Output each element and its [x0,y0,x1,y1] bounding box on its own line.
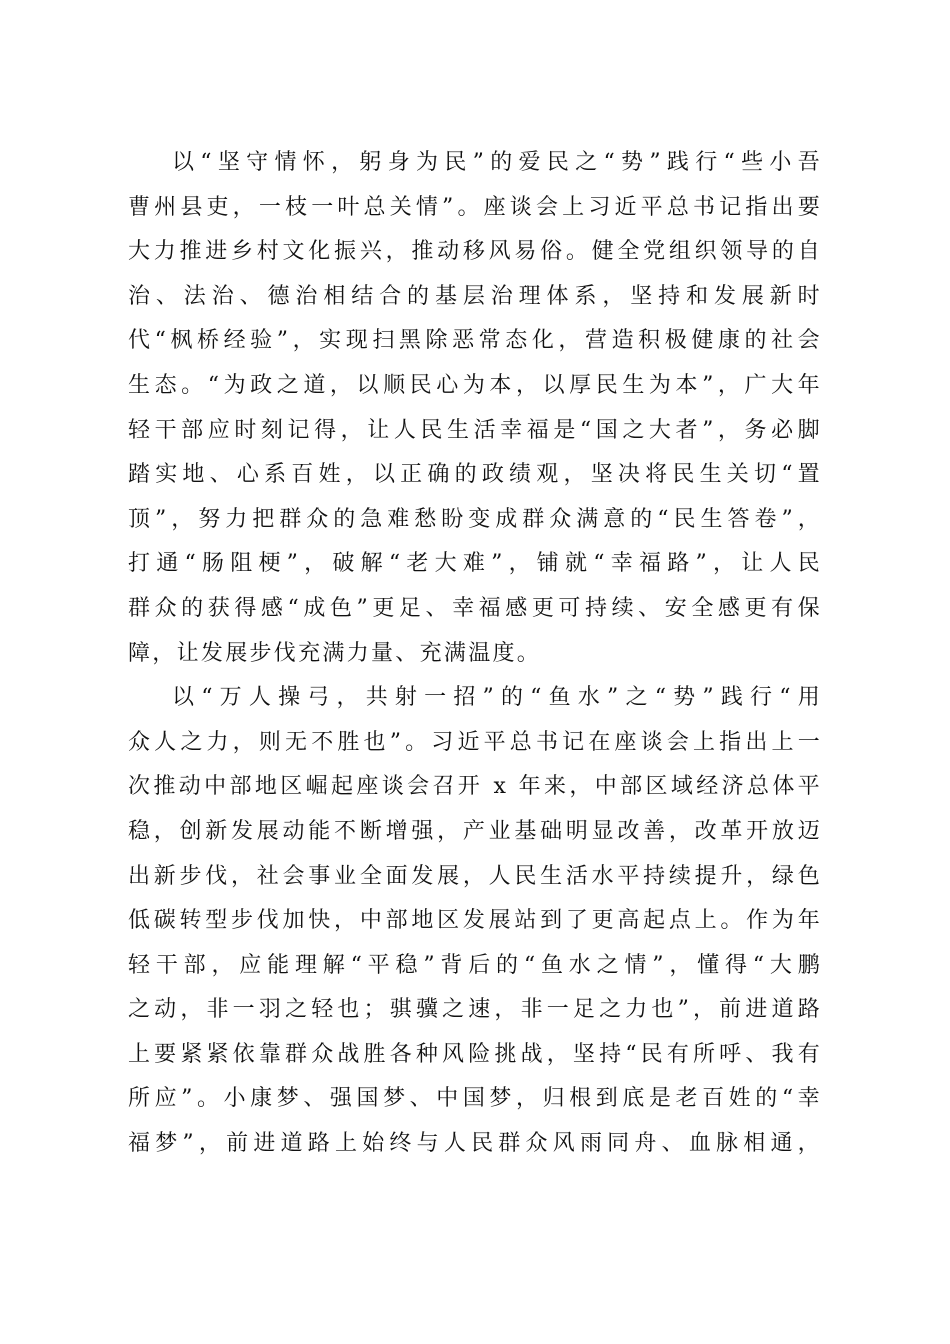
text-line: 打通“肠阻梗”，破解“老大难”，铺就“幸福路”，让人民 [128,551,822,577]
text-line: 踏实地、心系百姓，以正确的政绩观，坚决将民生关切“置 [128,462,822,488]
text-line: 稳，创新发展动能不断增强，产业基础明显改善，改革开放迈 [128,818,822,844]
text-line: 低碳转型步伐加快，中部地区发展站到了更高起点上。作为年 [128,908,822,934]
text-line: 生态。“为政之道，以顺民心为本，以厚民生为本”，广大年 [128,372,822,398]
text-line: 之动，非一羽之轻也；骐骥之速，非一足之力也”，前进道路 [128,997,822,1023]
text-line: 治、法治、德治相结合的基层治理体系，坚持和发展新时 [128,283,822,309]
text-line: 上要紧紧依靠群众战胜各种风险挑战，坚持“民有所呼、我有 [128,1041,822,1067]
text-line: 次推动中部地区崛起座谈会召开 x 年来，中部区域经济总体平 [128,774,822,800]
text-line: 出新步伐，社会事业全面发展，人民生活水平持续提升，绿色 [128,863,822,889]
text-line: 障，让发展步伐充满力量、充满温度。 [128,640,542,666]
text-line: 顶”，努力把群众的急难愁盼变成群众满意的“民生答卷”， [128,506,822,532]
text-line: 众人之力，则无不胜也”。习近平总书记在座谈会上指出上一 [128,729,822,755]
text-line: 群众的获得感“成色”更足、幸福感更可持续、安全感更有保 [128,595,822,621]
paragraph-2 [128,676,822,1167]
text-line: 轻干部，应能理解“平稳”背后的“鱼水之情”，懂得“大鹏 [128,952,822,978]
document-body [128,141,822,1167]
text-line: 轻干部应时刻记得，让人民生活幸福是“国之大者”，务必脚 [128,417,822,443]
text-line: 代“枫桥经验”，实现扫黑除恶常态化，营造积极健康的社会 [128,328,822,354]
text-line: 大力推进乡村文化振兴，推动移风易俗。健全党组织领导的自 [128,239,822,265]
text-line: 所应”。小康梦、强国梦、中国梦，归根到底是老百姓的“幸 [128,1086,822,1112]
text-line: 福梦”，前进道路上始终与人民群众风雨同舟、血脉相通， [128,1131,822,1157]
text-line: 曹州县吏，一枝一叶总关情”。座谈会上习近平总书记指出要 [128,194,822,220]
text-line: 以“坚守情怀，躬身为民”的爱民之“势”践行“些小吾 [172,150,822,175]
text-line: 以“万人操弓，共射一招”的“鱼水”之“势”践行“用 [172,685,822,711]
paragraph-1 [128,141,822,676]
